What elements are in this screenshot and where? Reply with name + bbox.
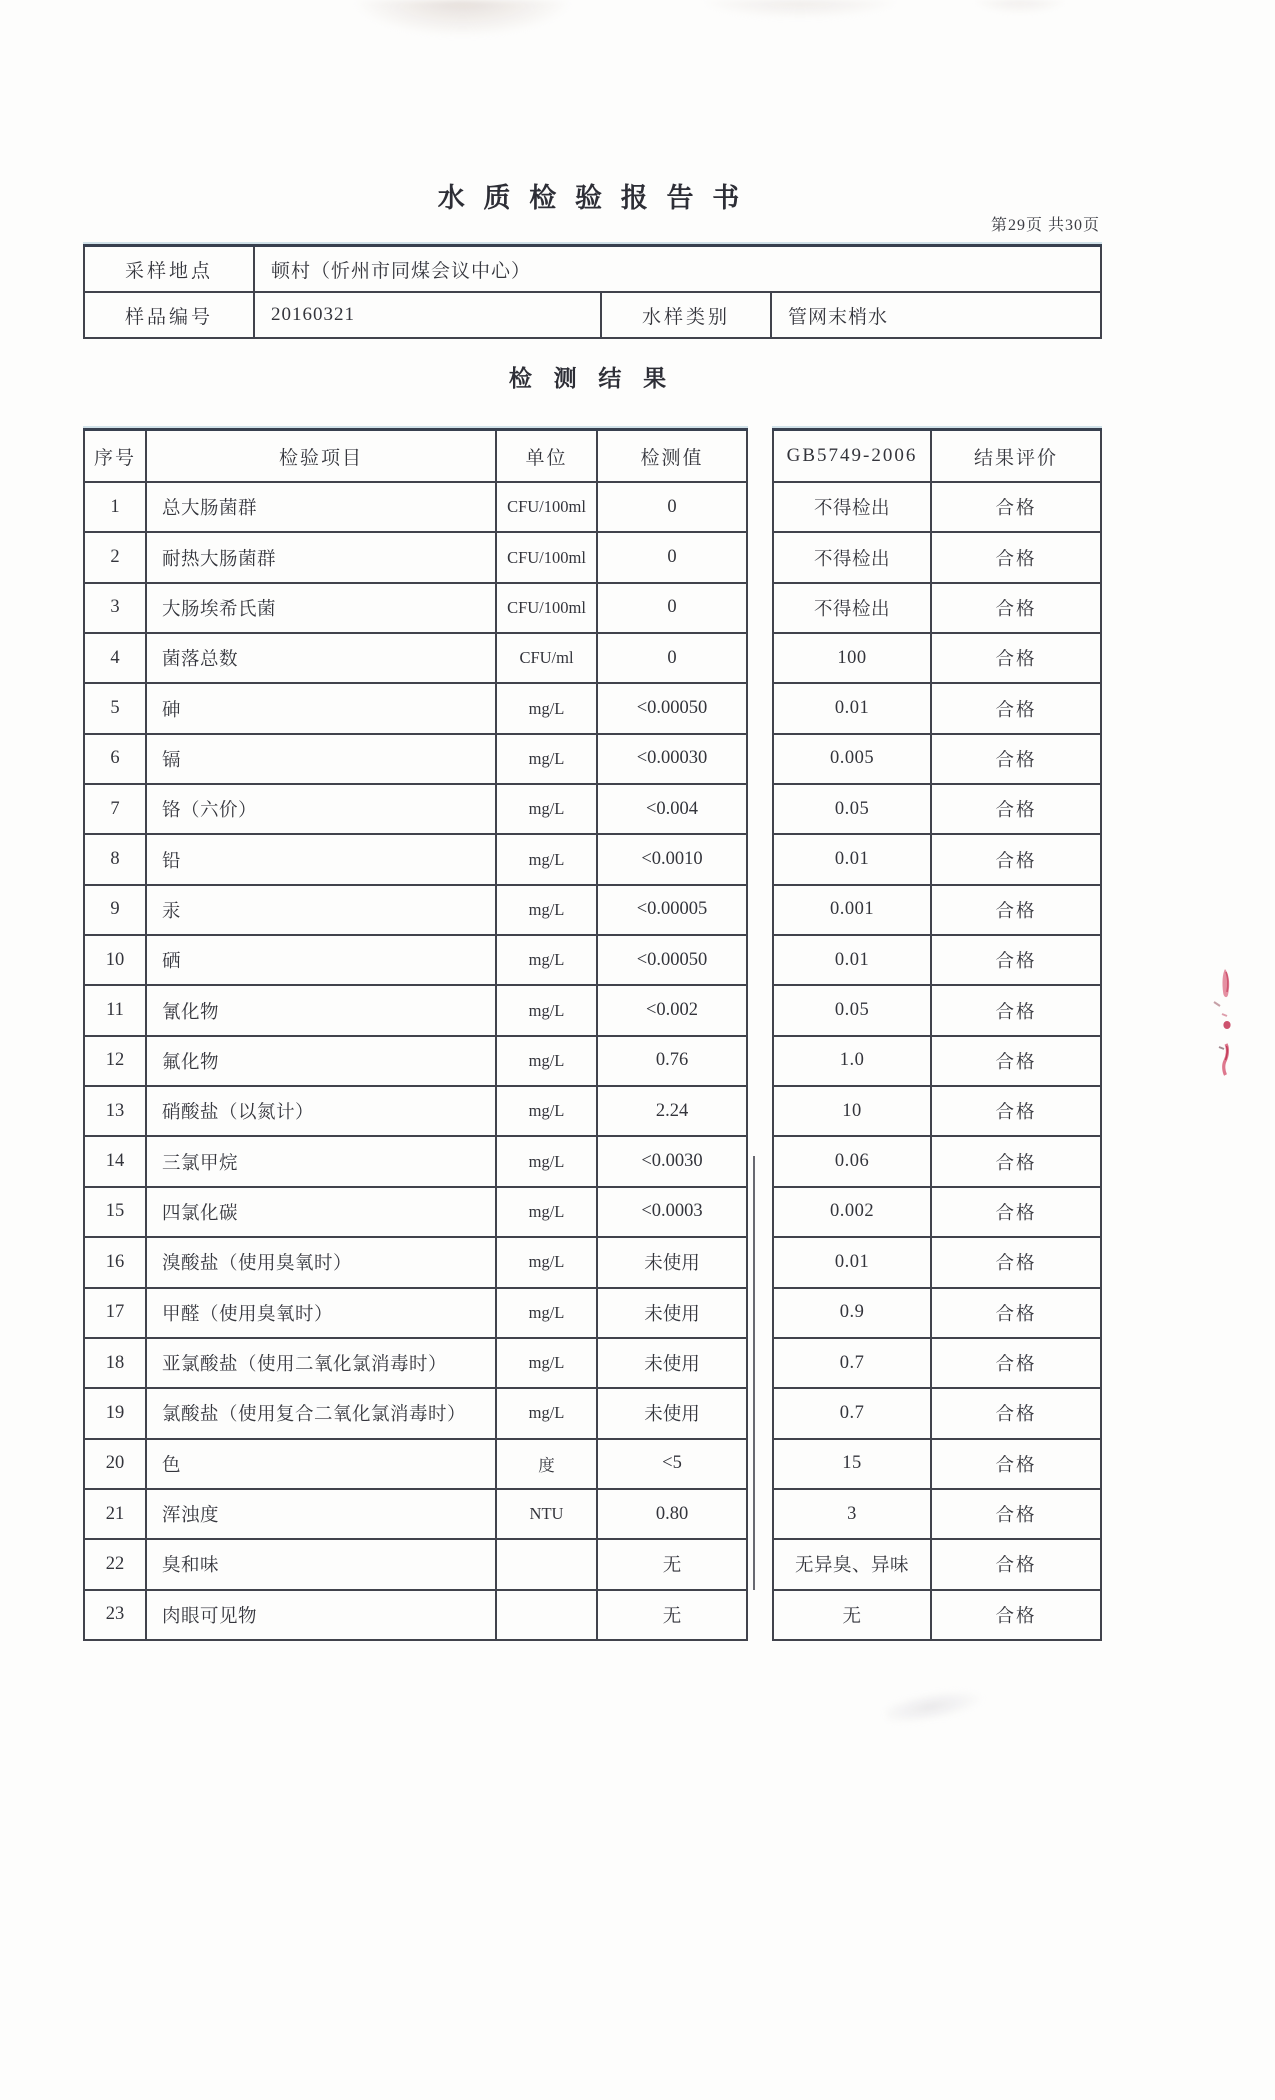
cell-unit: mg/L (496, 985, 597, 1035)
cell-value: <0.00050 (597, 683, 747, 733)
result-row (84, 583, 747, 633)
cell-value: <0.0030 (597, 1136, 747, 1186)
cell-index: 17 (84, 1288, 146, 1338)
cell-evaluation: 合格 (931, 1388, 1101, 1438)
result-row (773, 1187, 1101, 1237)
result-row (84, 784, 747, 834)
cell-unit: CFU/100ml (496, 583, 597, 633)
cell-unit: mg/L (496, 935, 597, 985)
result-row (773, 1590, 1101, 1640)
result-row (773, 1237, 1101, 1287)
cell-standard: 0.05 (773, 985, 931, 1035)
cell-item: 菌落总数 (146, 633, 496, 683)
sample-location-row (84, 246, 1101, 293)
cell-index: 19 (84, 1388, 146, 1438)
cell-standard: 0.01 (773, 935, 931, 985)
cell-unit: mg/L (496, 1136, 597, 1186)
cell-unit: mg/L (496, 1388, 597, 1438)
cell-index: 3 (84, 583, 146, 633)
result-row (773, 885, 1101, 935)
cell-unit (496, 1539, 597, 1589)
cell-item: 臭和味 (146, 1539, 496, 1589)
cell-value: <5 (597, 1439, 747, 1489)
cell-index: 11 (84, 985, 146, 1035)
cell-evaluation: 合格 (931, 1187, 1101, 1237)
results-header-row-right (773, 430, 1101, 483)
cell-unit: mg/L (496, 1288, 597, 1338)
cell-evaluation: 合格 (931, 1237, 1101, 1287)
cell-item: 肉眼可见物 (146, 1590, 496, 1640)
cell-evaluation: 合格 (931, 1086, 1101, 1136)
cell-value: 0.80 (597, 1489, 747, 1539)
cell-index: 20 (84, 1439, 146, 1489)
result-row (84, 734, 747, 784)
cell-unit (496, 1590, 597, 1640)
result-row (773, 583, 1101, 633)
cell-evaluation: 合格 (931, 1136, 1101, 1186)
cell-value: <0.00030 (597, 734, 747, 784)
result-row (773, 633, 1101, 683)
cell-index: 8 (84, 834, 146, 884)
cell-index: 5 (84, 683, 146, 733)
cell-evaluation: 合格 (931, 985, 1101, 1035)
cell-unit: mg/L (496, 1237, 597, 1287)
cell-value: 2.24 (597, 1086, 747, 1136)
cell-index: 13 (84, 1086, 146, 1136)
header-item: 检验项目 (146, 430, 496, 483)
cell-unit: mg/L (496, 885, 597, 935)
cell-item: 硝酸盐（以氮计） (146, 1086, 496, 1136)
sample-location-value: 顿村（忻州市同煤会议中心） (254, 246, 1101, 293)
result-row (84, 1388, 747, 1438)
result-row (84, 1086, 747, 1136)
result-row (84, 683, 747, 733)
cell-item: 大肠埃希氏菌 (146, 583, 496, 633)
cell-standard: 0.9 (773, 1288, 931, 1338)
cell-standard: 10 (773, 1086, 931, 1136)
results-header-row-left (84, 430, 747, 483)
result-row (84, 532, 747, 582)
cell-index: 22 (84, 1539, 146, 1589)
cell-standard: 0.7 (773, 1388, 931, 1438)
cell-index: 2 (84, 532, 146, 582)
cell-value: <0.0010 (597, 834, 747, 884)
water-type-value: 管网末梢水 (771, 292, 1101, 338)
cell-evaluation: 合格 (931, 734, 1101, 784)
cell-item: 耐热大肠菌群 (146, 532, 496, 582)
cell-index: 15 (84, 1187, 146, 1237)
cell-evaluation: 合格 (931, 683, 1101, 733)
cell-index: 21 (84, 1489, 146, 1539)
sample-number-label: 样品编号 (84, 292, 254, 338)
result-row (84, 1288, 747, 1338)
scan-stray-line (753, 1156, 755, 1590)
cell-standard: 0.05 (773, 784, 931, 834)
cell-value: 0 (597, 532, 747, 582)
cell-unit: mg/L (496, 834, 597, 884)
cell-item: 镉 (146, 734, 496, 784)
cell-item: 色 (146, 1439, 496, 1489)
cell-unit: 度 (496, 1439, 597, 1489)
cell-value: <0.002 (597, 985, 747, 1035)
page-indicator: 第29页 共30页 (990, 217, 1100, 234)
result-row (84, 935, 747, 985)
cell-index: 18 (84, 1338, 146, 1388)
cell-item: 硒 (146, 935, 496, 985)
sample-number-row (84, 292, 1101, 338)
cell-item: 浑浊度 (146, 1489, 496, 1539)
cell-standard: 0.01 (773, 1237, 931, 1287)
cell-item: 总大肠菌群 (146, 482, 496, 532)
cell-unit: mg/L (496, 1187, 597, 1237)
cell-evaluation: 合格 (931, 1539, 1101, 1589)
result-row (84, 1489, 747, 1539)
header-unit: 单位 (496, 430, 597, 483)
result-row (773, 1338, 1101, 1388)
header-evaluation: 结果评价 (931, 430, 1101, 483)
section-title: 检 测 结 果 (508, 366, 675, 391)
cell-standard: 100 (773, 633, 931, 683)
cell-item: 汞 (146, 885, 496, 935)
cell-index: 12 (84, 1036, 146, 1086)
cell-standard: 不得检出 (773, 532, 931, 582)
page-title: 水 质 检 验 报 告 书 (437, 183, 746, 213)
cell-standard: 不得检出 (773, 482, 931, 532)
cell-standard: 不得检出 (773, 583, 931, 633)
result-row (84, 1539, 747, 1589)
cell-standard: 无异臭、异味 (773, 1539, 931, 1589)
result-row (84, 633, 747, 683)
result-row (773, 1036, 1101, 1086)
cell-standard: 0.01 (773, 834, 931, 884)
cell-standard: 0.001 (773, 885, 931, 935)
cell-item: 亚氯酸盐（使用二氧化氯消毒时） (146, 1338, 496, 1388)
result-row (773, 985, 1101, 1035)
cell-item: 氟化物 (146, 1036, 496, 1086)
results-table-right (772, 428, 1102, 1641)
cell-standard: 0.7 (773, 1338, 931, 1388)
cell-evaluation: 合格 (931, 1590, 1101, 1640)
cell-value: 未使用 (597, 1388, 747, 1438)
cell-unit: mg/L (496, 734, 597, 784)
cell-index: 4 (84, 633, 146, 683)
cell-unit: CFU/100ml (496, 532, 597, 582)
result-row (84, 885, 747, 935)
result-row (773, 1539, 1101, 1589)
cell-standard: 15 (773, 1439, 931, 1489)
cell-unit: mg/L (496, 1086, 597, 1136)
cell-value: 未使用 (597, 1288, 747, 1338)
result-row (773, 482, 1101, 532)
result-row (84, 985, 747, 1035)
sample-location-label: 采样地点 (84, 246, 254, 293)
cell-item: 铅 (146, 834, 496, 884)
cell-evaluation: 合格 (931, 1489, 1101, 1539)
cell-evaluation: 合格 (931, 834, 1101, 884)
cell-value: <0.0003 (597, 1187, 747, 1237)
cell-unit: mg/L (496, 1338, 597, 1388)
cell-value: 0 (597, 633, 747, 683)
header-index: 序号 (84, 430, 146, 483)
cell-item: 氰化物 (146, 985, 496, 1035)
results-left-body (84, 482, 747, 1640)
cell-standard: 1.0 (773, 1036, 931, 1086)
cell-value: 0.76 (597, 1036, 747, 1086)
cell-index: 1 (84, 482, 146, 532)
result-row (773, 1388, 1101, 1438)
cell-standard: 0.01 (773, 683, 931, 733)
cell-unit: mg/L (496, 1036, 597, 1086)
result-row (773, 935, 1101, 985)
cell-value: 未使用 (597, 1338, 747, 1388)
cell-evaluation: 合格 (931, 633, 1101, 683)
header-standard: GB5749-2006 (773, 430, 931, 483)
cell-standard: 0.06 (773, 1136, 931, 1186)
cell-standard: 0.005 (773, 734, 931, 784)
result-row (84, 1136, 747, 1186)
header-value: 检测值 (597, 430, 747, 483)
cell-standard: 无 (773, 1590, 931, 1640)
cell-item: 氯酸盐（使用复合二氧化氯消毒时） (146, 1388, 496, 1438)
cell-value: 无 (597, 1539, 747, 1589)
cell-item: 砷 (146, 683, 496, 733)
cell-evaluation: 合格 (931, 935, 1101, 985)
cell-evaluation: 合格 (931, 482, 1101, 532)
cell-value: 0 (597, 482, 747, 532)
cell-value: <0.00050 (597, 935, 747, 985)
scan-smudge-bottom (883, 1684, 986, 1729)
sample-info-table (83, 244, 1102, 339)
result-row (84, 1036, 747, 1086)
result-row (773, 1288, 1101, 1338)
cell-evaluation: 合格 (931, 583, 1101, 633)
cell-index: 10 (84, 935, 146, 985)
cell-evaluation: 合格 (931, 1338, 1101, 1388)
cell-standard: 3 (773, 1489, 931, 1539)
cell-index: 6 (84, 734, 146, 784)
cell-unit: CFU/ml (496, 633, 597, 683)
cell-value: <0.004 (597, 784, 747, 834)
cell-evaluation: 合格 (931, 885, 1101, 935)
results-table-left (83, 428, 748, 1641)
cell-evaluation: 合格 (931, 1036, 1101, 1086)
results-right-body (773, 482, 1101, 1640)
cell-evaluation: 合格 (931, 532, 1101, 582)
cell-evaluation: 合格 (931, 784, 1101, 834)
result-row (773, 683, 1101, 733)
result-row (84, 1187, 747, 1237)
cell-standard: 0.002 (773, 1187, 931, 1237)
scan-smudge-top-left (355, 0, 570, 36)
water-type-label: 水样类别 (601, 292, 771, 338)
result-row (84, 1439, 747, 1489)
result-row (84, 1338, 747, 1388)
result-row (773, 1086, 1101, 1136)
cell-value: <0.00005 (597, 885, 747, 935)
cell-value: 未使用 (597, 1237, 747, 1287)
cell-unit: mg/L (496, 784, 597, 834)
cell-index: 14 (84, 1136, 146, 1186)
result-row (84, 482, 747, 532)
sample-number-value: 20160321 (254, 292, 601, 338)
cell-item: 甲醛（使用臭氧时） (146, 1288, 496, 1338)
cell-unit: mg/L (496, 683, 597, 733)
cell-item: 溴酸盐（使用臭氧时） (146, 1237, 496, 1287)
cell-item: 铬（六价） (146, 784, 496, 834)
cell-unit: NTU (496, 1489, 597, 1539)
cell-item: 四氯化碳 (146, 1187, 496, 1237)
cell-index: 7 (84, 784, 146, 834)
cell-unit: CFU/100ml (496, 482, 597, 532)
result-row (84, 1237, 747, 1287)
scan-smudge-top-right (975, 0, 1065, 14)
cell-evaluation: 合格 (931, 1439, 1101, 1489)
cell-value: 无 (597, 1590, 747, 1640)
result-row (773, 1439, 1101, 1489)
result-row (773, 734, 1101, 784)
scan-smudge-top-center (705, 0, 895, 18)
cell-item: 三氯甲烷 (146, 1136, 496, 1186)
pen-mark-squiggle (1211, 964, 1237, 1080)
result-row (773, 834, 1101, 884)
cell-evaluation: 合格 (931, 1288, 1101, 1338)
result-row (773, 1136, 1101, 1186)
cell-index: 9 (84, 885, 146, 935)
cell-index: 16 (84, 1237, 146, 1287)
cell-value: 0 (597, 583, 747, 633)
result-row (84, 1590, 747, 1640)
result-row (773, 1489, 1101, 1539)
result-row (84, 834, 747, 884)
cell-index: 23 (84, 1590, 146, 1640)
result-row (773, 784, 1101, 834)
result-row (773, 532, 1101, 582)
